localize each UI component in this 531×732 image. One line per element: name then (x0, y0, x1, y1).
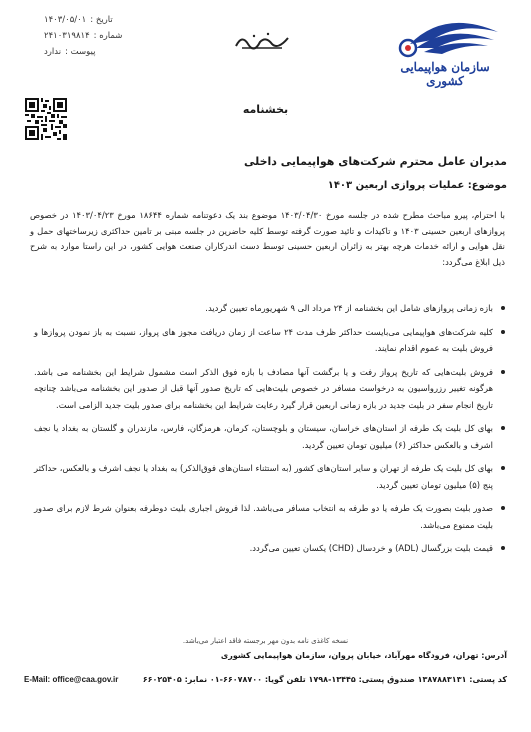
basmala-calligraphy (232, 30, 292, 54)
attachment-label: پیوست : (65, 47, 96, 57)
attachment-row (44, 44, 164, 60)
list-item (34, 460, 505, 493)
wing-emblem-icon (380, 14, 510, 62)
date-value: ۱۴۰۳/۰۵/۰۱ (44, 15, 87, 25)
list-item-text: بهای کل بلیت یک طرفه از تهران و سایر استان‌های کشور (به استثناء استان‌های فوق‌الذکر) به بغداد یا نجف اشرف و بالعکس، حداکثر پنج (۵) میلیون تومان تعیین گردید. (34, 463, 493, 490)
recipient: مدیران عامل محترم شرکت‌های هواپیمایی داخلی (243, 155, 507, 168)
footer-address: آدرس: تهران، فرودگاه مهرآباد، خیابان پروان، سازمان هواپیمایی کشوری (220, 651, 507, 660)
bullet-icon (501, 330, 505, 334)
footer-email: E-Mail: office@caa.gov.ir (24, 675, 119, 684)
list-item (34, 540, 505, 557)
footer-contact: کد پستی: ۱۳۸۷۸۸۳۱۳۱ صندوق پستی: ۱۳۴۴۵-۱۷۹۸ تلفن گویا: ۶۶۰۷۸۷۰۰-۰۱ نمابر: ۶۶۰۲۵۴۰۵ (142, 675, 507, 684)
list-item (34, 324, 505, 357)
list-item-text: بهای کل بلیت یک طرفه از استان‌های خراسان، سیستان و بلوچستان، کرمان، هرمزگان، فارس، مازندران و گلستان به بغداد یا نجف اشرف و بالعکس حداکثر (۶) میلیون تومان تعیین گردید. (34, 423, 493, 450)
number-row (44, 28, 164, 44)
calligraphy-icon (232, 30, 292, 54)
bullet-icon (501, 370, 505, 374)
letter-footer (0, 637, 531, 732)
footer-note: نسخه کاغذی نامه بدون مهر برجسته فاقد اعتبار می‌باشد. (182, 637, 349, 645)
date-row (44, 12, 164, 28)
bullet-icon (501, 546, 505, 550)
list-item (34, 500, 505, 533)
list-item (34, 420, 505, 453)
list-item-text: صدور بلیت بصورت یک طرفه یا دو طرفه به انتخاب مسافر می‌باشد. لذا فروش اجباری بلیت دوطرفه بعنوان شرط لازم برای صدور بلیت ممنوع می‌باشد. (34, 503, 493, 530)
list-item-text: فروش بلیت‌هایی که تاریخ پرواز رفت و یا برگشت آنها مصادف با بازه فوق الذکر است مشمول شرایط این بخشنامه می باشد. هرگونه تغییر رزرواسیون به درخواست مسافر در خصوص بلیت‌هایی که تاریخ صدور آنها قبل از صدور این بخشنامه می‌باشد چنانچه تاریخ انجام سفر در بلیت جدید در بازه زمانی اربعین قرار گیرد رعایت شرایط این بخشنامه برای صدور بلیت جدید الزامی است. (34, 366, 493, 410)
document-title: بخشنامه (242, 103, 289, 116)
bullet-icon (501, 426, 505, 430)
list-item-text: کلیه شرکت‌های هواپیمایی می‌بایست حداکثر ظرف مدت ۲۴ ساعت از زمان دریافت مجوز های پرواز، نسبت به باز نمودن پروازها و فروش بلیت به عموم اقدام نمایند. (34, 326, 493, 353)
org-name: سازمان هواپیمایی کشوری (400, 60, 490, 88)
directive-list (34, 300, 505, 564)
list-item-text: بازه زمانی پروازهای شامل این بخشنامه از ۲۴ مرداد الی ۹ شهریورماه تعیین گردید. (205, 303, 493, 313)
subject: موضوع: عملیات پروازی اربعین ۱۴۰۳ (327, 180, 507, 191)
bullet-icon (501, 466, 505, 470)
list-item (34, 300, 505, 317)
list-item (34, 364, 505, 414)
intro-paragraph: با احترام، پیرو مباحث مطرح شده در جلسه مورخ ۱۴۰۳/۰۴/۳۰ موضوع بند یک دعوتنامه شماره ۱۸۶۴۴ مورخ ۱۴۰۳/۰۴/۲۳ در خصوص پروازهای اربعین حسینی ۱۴۰۳ و تاکیدات و تائید صورت گرفته توسط کلیه حاضرین در جلسه مبنی بر تامین حداکثری زیرساختهای حمل و نقل هوایی و ارائه خدمات هرچه بهتر به زائران اربعین حسینی توسط دست اندرکاران صنعت هوایی کشور، در این راستا موارد به شرح ذیل ابلاغ می‌گردد: (30, 210, 505, 267)
date-label: تاریخ : (90, 15, 113, 25)
letter-meta (44, 12, 164, 60)
number-label: شماره : (93, 31, 123, 41)
bullet-icon (501, 506, 505, 510)
attachment-value: ندارد (44, 47, 62, 57)
list-item-text: قیمت بلیت بزرگسال (ADL) و خردسال (CHD) یکسان تعیین می‌گردد. (249, 543, 493, 553)
bullet-icon (501, 306, 505, 310)
number-value: ۲۴۱۰۳۱۹۸۱۴ (44, 31, 90, 41)
